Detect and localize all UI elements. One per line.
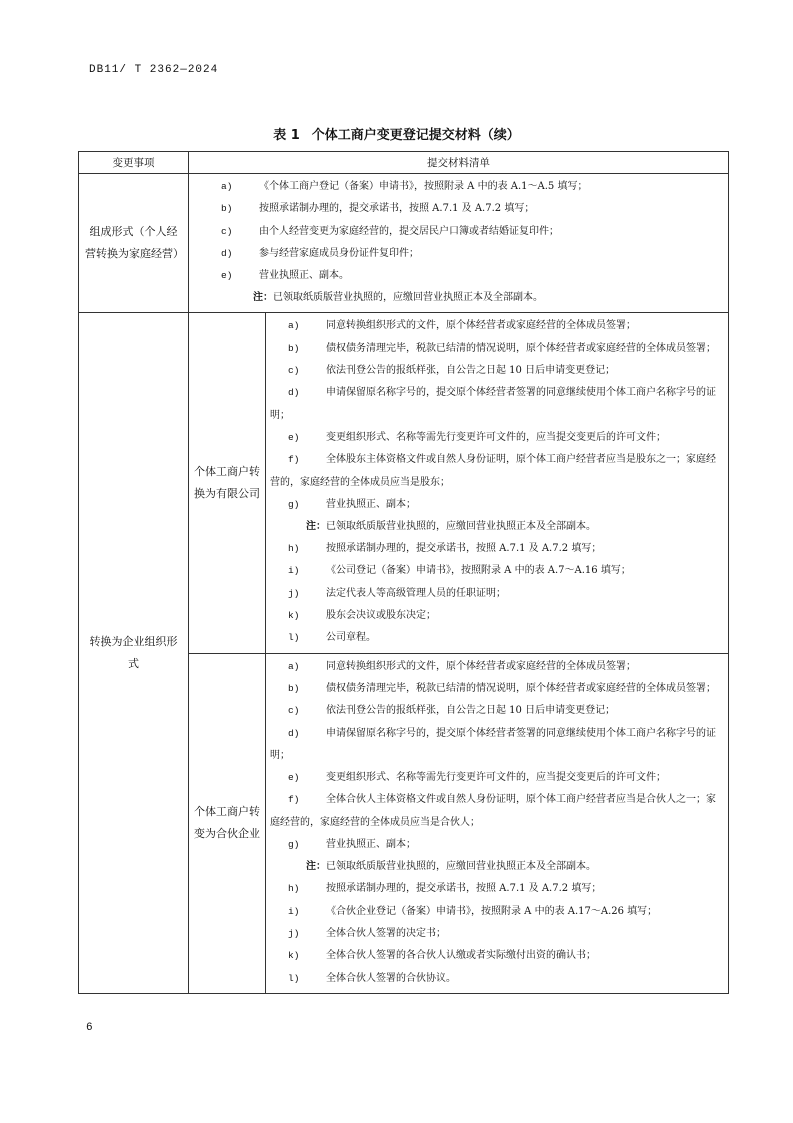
list-item: k) 全体合伙人签署的各合伙人认缴或者实际缴付出资的确认书； — [288, 950, 596, 962]
list-item: e) 变更组织形式、名称等需先行变更许可文件的，应当提交变更后的许可文件； — [288, 431, 666, 443]
materials-cell — [266, 313, 729, 653]
change-matter-cell: 转换为企业组织形式 — [79, 313, 189, 993]
list-item: k) 股东会决议或股东决定； — [288, 610, 436, 622]
list-item: f) 全体合伙人主体资格文件或自然人身份证明，原个体工商户经营者应当是合伙人之一；家庭经营的，家庭经营的全体成员应当是合伙人； — [270, 794, 716, 828]
table-row — [79, 174, 729, 313]
list-item: a) 同意转换组织形式的文件，原个体经营者或家庭经营的全体成员签署； — [288, 660, 636, 672]
list-item: b) 债权债务清理完毕，税款已结清的情况说明，原个体经营者或家庭经营的全体成员签署； — [288, 682, 716, 694]
list-item: g) 营业执照正、副本； — [288, 839, 416, 851]
table-number: 表 1 — [273, 128, 300, 143]
list-item: c) 依法刊登公告的报纸样张，自公告之日起 10 日后申请变更登记； — [288, 705, 616, 717]
list-item: a) 同意转换组织形式的文件，原个体经营者或家庭经营的全体成员签署； — [288, 320, 636, 332]
list-item: b) 债权债务清理完毕，税款已结清的情况说明，原个体经营者或家庭经营的全体成员签署； — [288, 342, 716, 354]
page-number: 6 — [86, 1022, 93, 1034]
note: 注：已领取纸质版营业执照的，应缴回营业执照正本及全部副本。 — [306, 861, 596, 873]
table-caption: 个体工商户变更登记提交材料（续） — [311, 128, 520, 143]
list-item: i) 《公司登记（备案）申请书》，按照附录 A 中的表 A.7～A.16 填写； — [288, 565, 631, 577]
list-item: i) 《合伙企业登记（备案）申请书》，按照附录 A 中的表 A.17～A.26 填写； — [288, 905, 658, 917]
list-item: c) 依法刊登公告的报纸样张，自公告之日起 10 日后申请变更登记； — [288, 365, 616, 377]
table-header-row — [79, 152, 729, 174]
list-item: b) 按照承诺制办理的，提交承诺书，按照 A.7.1 及 A.7.2 填写； — [221, 203, 535, 215]
list-item: e) 营业执照正、副本。 — [221, 270, 349, 282]
column-header-materials: 提交材料清单 — [189, 152, 729, 174]
list-item: l) 全体合伙人签署的合伙协议。 — [288, 972, 456, 984]
list-item: d) 参与经营家庭成员身份证件复印件； — [221, 247, 419, 259]
list-item: g) 营业执照正、副本； — [288, 498, 416, 510]
materials-cell — [189, 174, 729, 313]
list-item: c) 由个人经营变更为家庭经营的，提交居民户口簿或者结婚证复印件； — [221, 225, 559, 237]
list-item: e) 变更组织形式、名称等需先行变更许可文件的，应当提交变更后的许可文件； — [288, 772, 666, 784]
materials-cell — [266, 653, 729, 993]
list-item: d) 申请保留原名称字号的，提交原个体经营者签署的同意继续使用个体工商户名称字号的证明； — [270, 387, 716, 421]
list-item: h) 按照承诺制办理的，提交承诺书，按照 A.7.1 及 A.7.2 填写； — [288, 543, 602, 555]
materials-table — [78, 151, 729, 994]
table-title — [0, 124, 793, 143]
sub-matter-cell: 个体工商户转换为有限公司 — [189, 313, 266, 653]
list-item: j) 全体合伙人签署的决定书； — [288, 927, 446, 939]
column-header-matter: 变更事项 — [79, 152, 189, 174]
document-code: DB11/ T 2362—2024 — [89, 64, 219, 76]
list-item: f) 全体股东主体资格文件或自然人身份证明，原个体工商户经营者应当是股东之一；家庭经营的，家庭经营的全体成员应当是股东； — [270, 454, 716, 488]
list-item: a) 《个体工商户登记（备案）申请书》，按照附录 A 中的表 A.1～A.5 填写； — [221, 181, 588, 192]
note: 注：已领取纸质版营业执照的，应缴回营业执照正本及全部副本。 — [253, 292, 543, 304]
list-item: j) 法定代表人等高级管理人员的任职证明； — [288, 587, 506, 599]
list-item: h) 按照承诺制办理的，提交承诺书，按照 A.7.1 及 A.7.2 填写； — [288, 883, 602, 895]
table-row — [79, 313, 729, 653]
change-matter-cell: 组成形式（个人经营转换为家庭经营） — [79, 174, 189, 313]
list-item: d) 申请保留原名称字号的，提交原个体经营者签署的同意继续使用个体工商户名称字号的证明； — [270, 727, 716, 761]
sub-matter-cell: 个体工商户转变为合伙企业 — [189, 653, 266, 993]
note: 注：已领取纸质版营业执照的，应缴回营业执照正本及全部副本。 — [306, 521, 596, 533]
list-item: l) 公司章程。 — [288, 632, 376, 644]
